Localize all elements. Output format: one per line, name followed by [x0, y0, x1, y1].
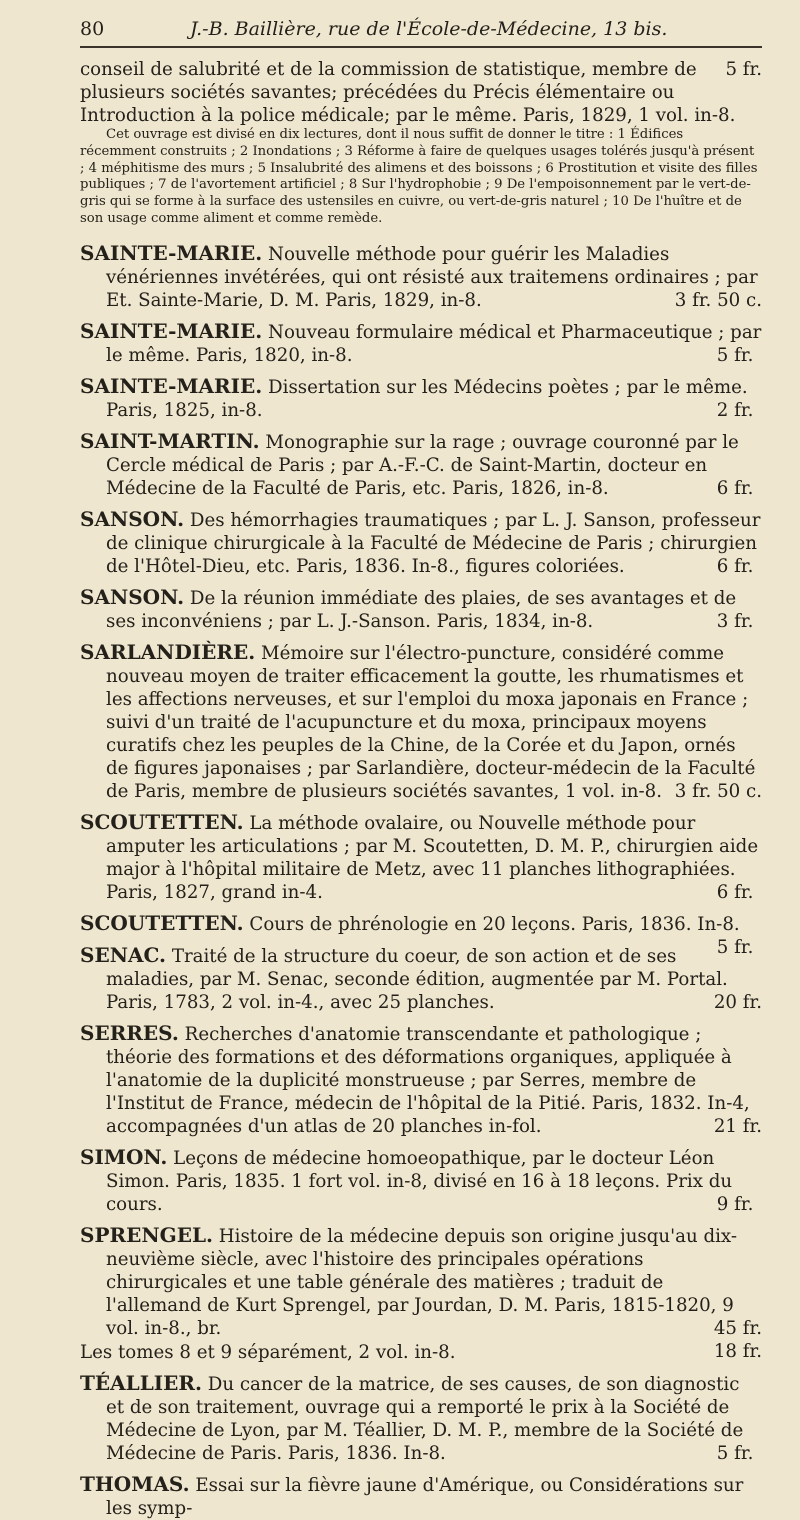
entry-price: 6 fr.: [716, 477, 754, 499]
entry-author: SANSON.: [80, 506, 185, 531]
entry-text: Histoire de la médecine depuis son origine jusqu'au dix-neuvième siècle, avec l'histoire des principales opérations chirurgicales et une table générale des matières ; traduit de l'allemand de Kurt Sprengel, par Jourdan, D. M. Paris, 1815-1820, 9 vol. in-8., br.: [106, 1225, 737, 1339]
catalogue-entry: [80, 1372, 762, 1465]
catalogue-entry: [80, 1022, 762, 1138]
entry-price: 5 fr.: [716, 936, 754, 958]
entry-author: THOMAS.: [80, 1471, 190, 1496]
entry-price: 45 fr.: [713, 1317, 762, 1339]
entry-text: Traité de la structure du coeur, de son action et de ses maladies, par M. Senac, seconde édition, augmentée par M. Portal. Paris, 1783, 2 vol. in-4., avec 25 planches.: [106, 945, 728, 1013]
entry-text: Des hémorrhagies traumatiques ; par L. J. Sanson, professeur de clinique chirurgicale à la Faculté de Médecine de Paris ; chirurgien de l'Hôtel-Dieu, etc. Paris, 1836. In-8., figures coloriées.: [106, 509, 761, 577]
entry-price: 6 fr.: [716, 881, 754, 903]
entry-price: 21 fr.: [713, 1115, 762, 1137]
entry-author: SCOUTETTEN.: [80, 809, 244, 834]
entry-price: 5 fr.: [716, 344, 754, 366]
entry-author: SAINT-MARTIN.: [80, 428, 260, 453]
entry-author: SAINTE-MARIE.: [80, 240, 263, 265]
intro-price: 5 fr.: [725, 59, 762, 80]
page-header: [80, 14, 762, 40]
catalogue-entry: [80, 242, 762, 312]
catalogue-entry: [80, 811, 762, 904]
entry-text: Mémoire sur l'électro-puncture, considéré comme nouveau moyen de traiter efficacement la goutte, les rhumatismes et les affections nerveuses, et sur l'emploi du moxa japonais en France ; suivi d'un traité de l'acupuncture et du moxa, principaux moyens curatifs chez les peuples de la Chine, de la Corée et du Japon, ornés de figures japonaises ; par Sarlandière, docteur-médecin de la Faculté de Paris, membre de plusieurs sociétés savantes, 1 vol. in-8.: [106, 642, 756, 802]
entry-text: Dissertation sur les Médecins poètes ; par le même. Paris, 1825, in-8.: [106, 376, 748, 421]
entry-price: 20 fr.: [713, 991, 762, 1013]
entry-author: TÉALLIER.: [80, 1370, 202, 1395]
entry-author: SIMON.: [80, 1144, 168, 1169]
catalogue-entry: [80, 641, 762, 803]
catalogue-entry: [80, 375, 762, 422]
entry-author: SAINTE-MARIE.: [80, 318, 263, 343]
entry-text: Monographie sur la rage ; ouvrage couronné par le Cercle médical de Paris ; par A.-F.-C. de Saint-Martin, docteur en Médecine de la Faculté de Paris, etc. Paris, 1826, in-8.: [106, 431, 739, 499]
entry-author: SAINTE-MARIE.: [80, 373, 263, 398]
catalogue-entry: [80, 320, 762, 367]
catalogue-entry: [80, 1473, 762, 1520]
entry-author: SERRES.: [80, 1020, 179, 1045]
entry-author: SENAC.: [80, 942, 167, 967]
entry-price: 5 fr.: [716, 1442, 754, 1464]
entry-author: SANSON.: [80, 584, 185, 609]
entry-author: SARLANDIÈRE.: [80, 639, 256, 664]
entry-text: La méthode ovalaire, ou Nouvelle méthode pour amputer les articulations ; par M. Scoutetten, D. M. P., chirurgien aide major à l'hôpital militaire de Metz, avec 11 planches lithographiées. Paris, 1827, grand in-4.: [106, 812, 759, 903]
page-number: 80: [80, 18, 105, 40]
entry-price: 3 fr. 50 c.: [674, 780, 762, 802]
entry-price: 3 fr.: [716, 610, 754, 632]
catalogue-entry: [80, 1146, 762, 1216]
entry-price: 2 fr.: [716, 399, 754, 421]
intro-text: conseil de salubrité et de la commission de statistique, membre de plusieurs sociétés savantes; précédées du Précis élémentaire ou Introduction à la police médicale; par le même. Paris, 1829, 1 vol. in-8.: [80, 59, 736, 126]
entry-price: 9 fr.: [716, 1193, 754, 1215]
running-title-suffix: 13 bis.: [603, 18, 668, 40]
running-title: [190, 18, 667, 40]
entry-list: [80, 242, 762, 1520]
intro-note: Cet ouvrage est divisé en dix lectures, dont il nous suffit de donner le titre : 1 Édifices récemment construits ; 2 Inondations ; 3 Réforme à faire de quelques usages tolérés jusqu'à présent ; 4 méphitisme des murs ; 5 Insalubrité des alimens et des boissons ; 6 Prostitution et visite des filles publiques ; 7 de l'avortement artificiel ; 8 Sur l'hydrophobie ; 9 De l'empoisonnement par le vert-de-gris qui se forme à la surface des ustensiles en cuivre, ou vert-de-gris naturel ; 10 De l'huître et de son usage comme aliment et comme remède.: [80, 127, 758, 226]
intro-paragraph: [80, 58, 762, 127]
catalogue-entry: [80, 1224, 762, 1340]
entry-text: Essai sur la fièvre jaune d'Amérique, ou Considérations sur les symp-: [106, 1474, 744, 1519]
entry-author: SPRENGEL.: [80, 1222, 213, 1247]
running-title-text: J.-B. Baillière, rue de l'École-de-Médecine,: [190, 18, 598, 40]
catalogue-entry: [80, 508, 762, 578]
catalogue-entry: [80, 944, 762, 1014]
header-rule: [80, 46, 762, 48]
entry-text: Cours de phrénologie en 20 leçons. Paris, 1836. In-8.: [249, 913, 740, 935]
entry-text: Leçons de médecine homoeopathique, par le docteur Léon Simon. Paris, 1835. 1 fort vol. in-8, divisé en 16 à 18 leçons. Prix du cours.: [106, 1147, 733, 1215]
catalogue-entry: [80, 430, 762, 500]
catalogue-entry-continuation: [80, 1340, 762, 1364]
entry-text: Recherches d'anatomie transcendante et pathologique ; théorie des formations et des déformations organiques, appliquée à l'anatomie de la duplicité monstrueuse ; par Serres, membre de l'Institut de France, médecin de l'hôpital de la Pitié. Paris, 1832. In-4, accompagnées d'un atlas de 20 planches in-fol.: [106, 1023, 750, 1137]
catalogue-entry: [80, 586, 762, 633]
entry-price: 3 fr. 50 c.: [674, 289, 762, 311]
entry-price: 18 fr.: [713, 1340, 762, 1362]
entry-text: Nouvelle méthode pour guérir les Maladies vénériennes invétérées, qui ont résisté aux traitemens ordinaires ; par Et. Sainte-Marie, D. M. Paris, 1829, in-8.: [106, 243, 758, 311]
entry-text: Nouveau formulaire médical et Pharmaceutique ; par le même. Paris, 1820, in-8.: [106, 321, 762, 366]
entry-text: De la réunion immédiate des plaies, de ses avantages et de ses inconvéniens ; par L. J.-Sanson. Paris, 1834, in-8.: [106, 587, 737, 632]
entry-text: Du cancer de la matrice, de ses causes, de son diagnostic et de son traitement, ouvrage qui a remporté le prix à la Société de Médecine de Lyon, par M. Téallier, D. M. P., membre de la Société de Médecine de Paris. Paris, 1836. In-8.: [106, 1373, 744, 1464]
entry-price: 6 fr.: [716, 555, 754, 577]
entry-text: Les tomes 8 et 9 séparément, 2 vol. in-8.: [80, 1341, 456, 1363]
entry-author: SCOUTETTEN.: [80, 910, 244, 935]
